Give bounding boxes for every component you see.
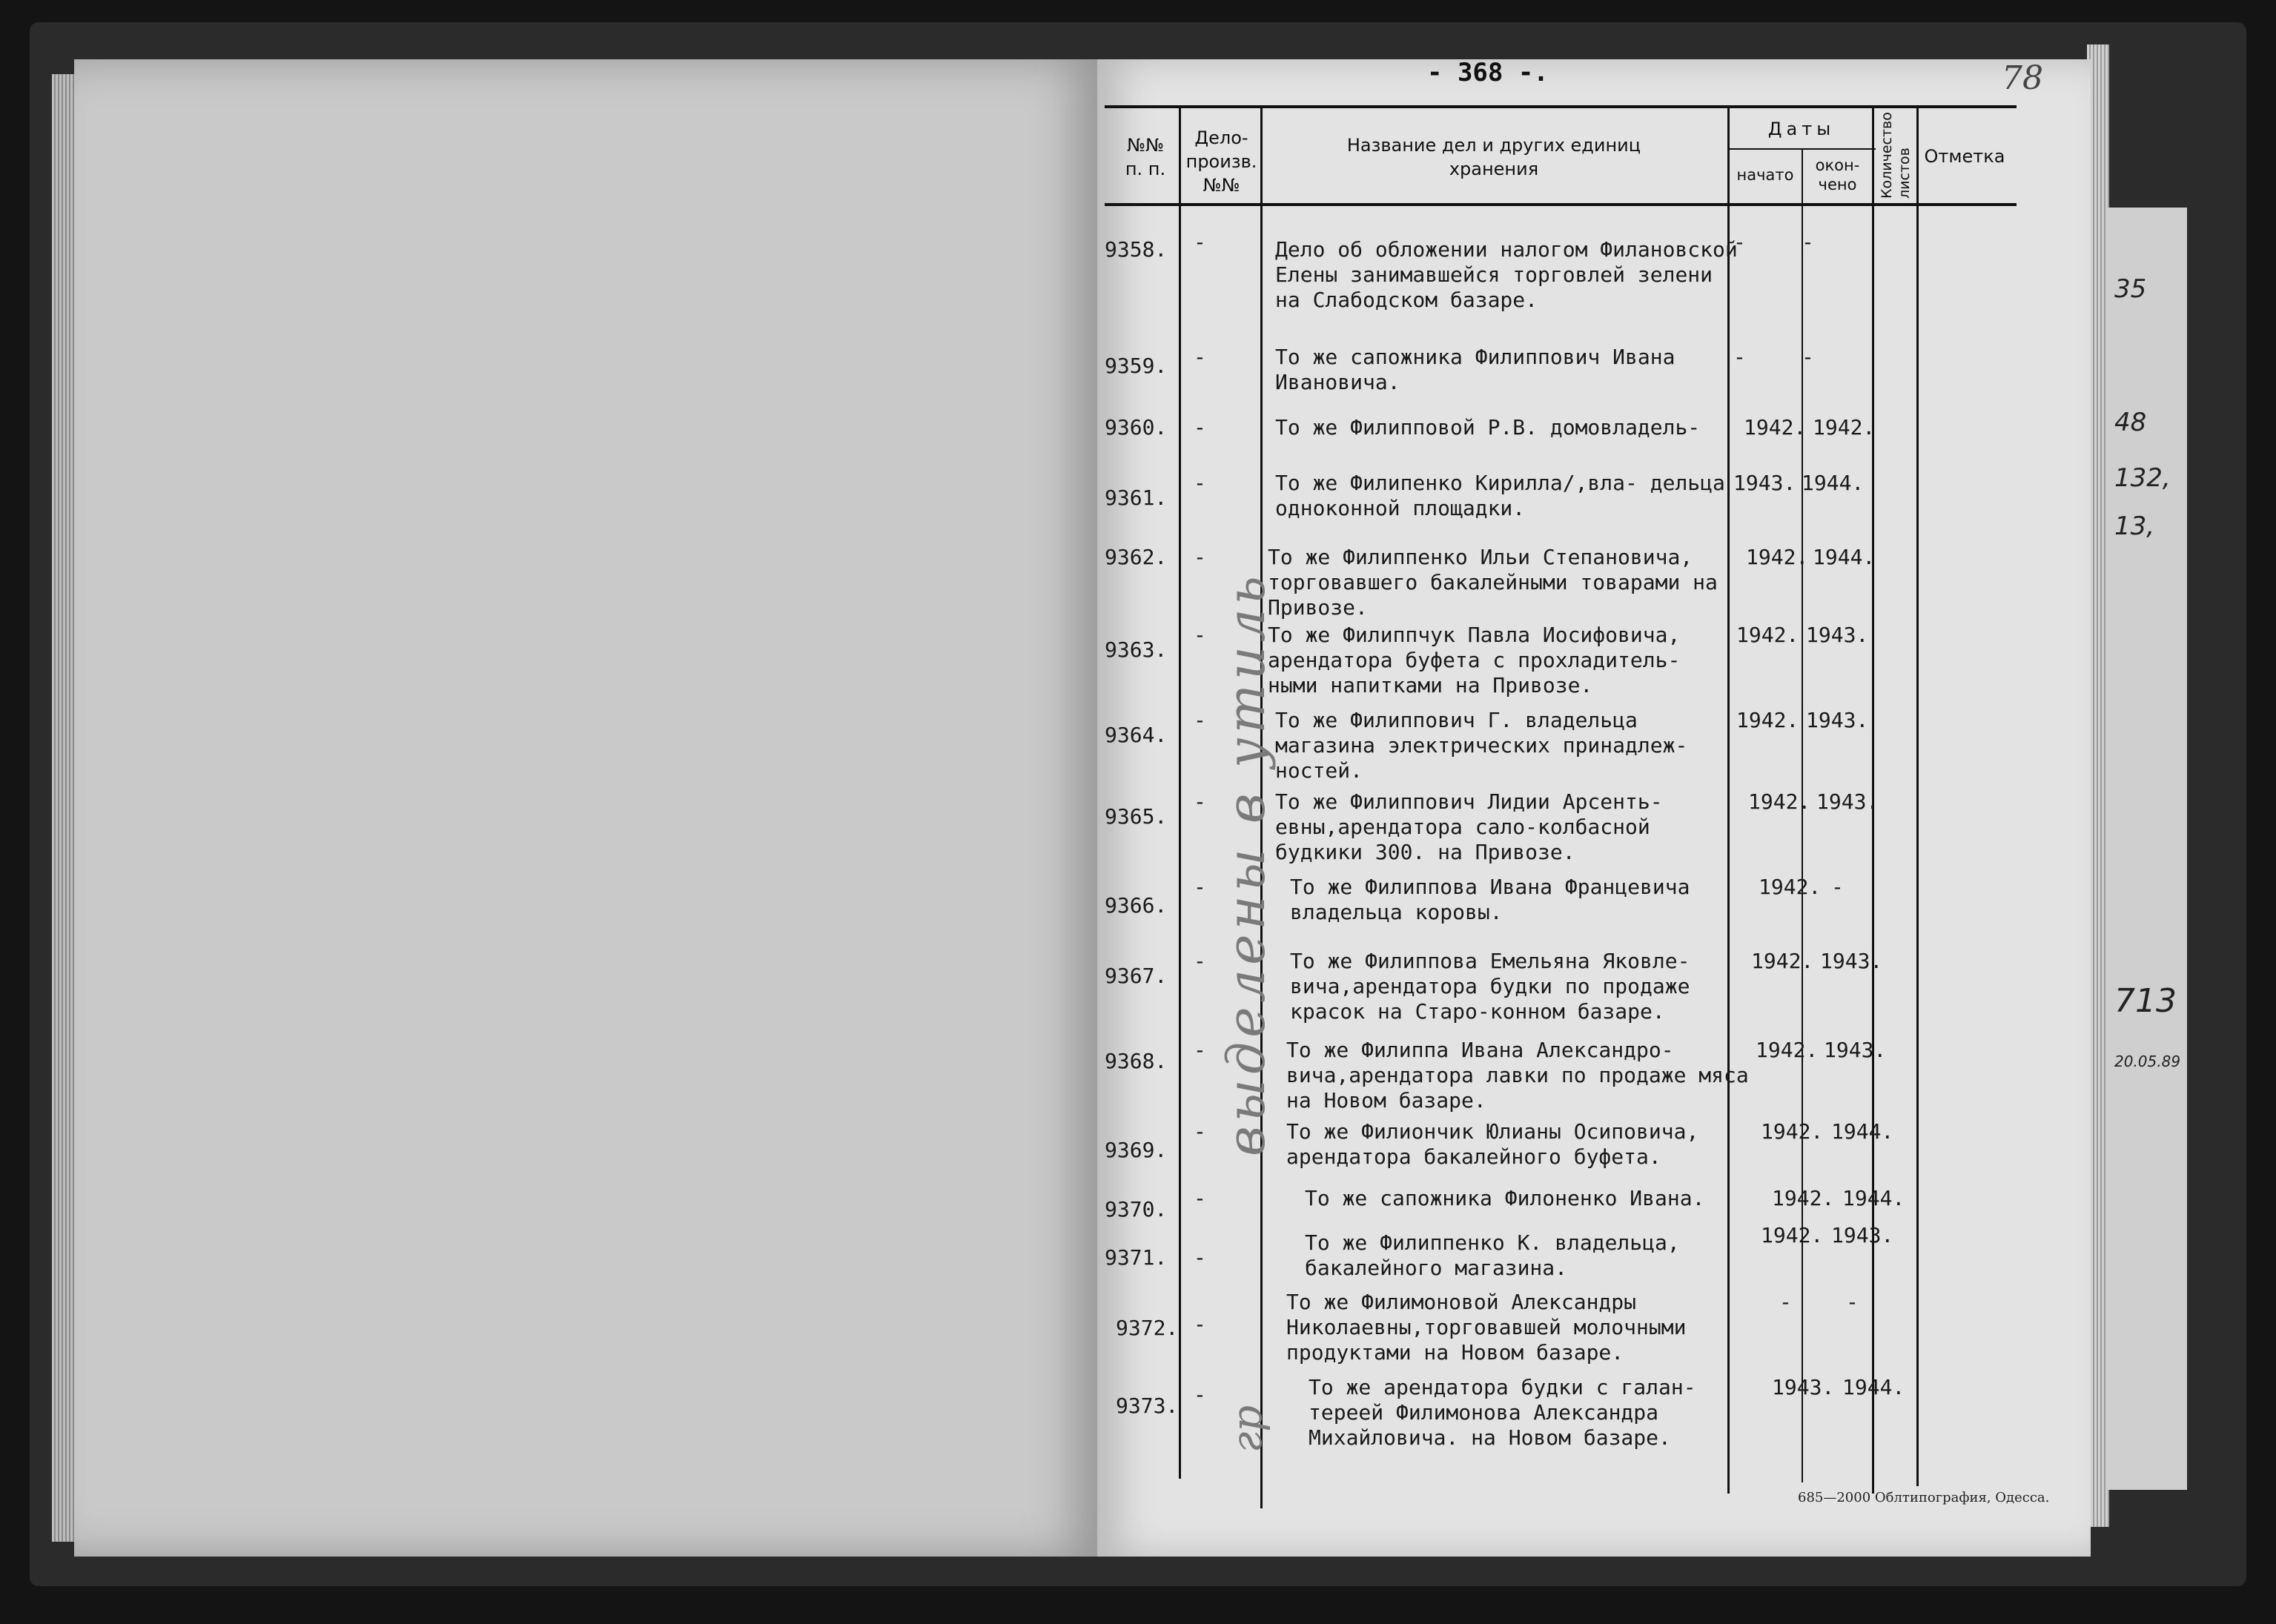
row-title: То же Филиппович Г. владельца магазина электрических принадлеж- ностей.	[1275, 708, 1688, 783]
col-line	[1179, 107, 1181, 1479]
row-number: 9358.	[1105, 237, 1168, 262]
row-title: То же Филиппова Ивана Францевича владельца коровы.	[1290, 875, 1690, 924]
row-start: 1942.	[1756, 1038, 1819, 1062]
row-title: То же Филимоновой Александры Николаевны,торговавшей молочными продуктами на Новом базаре.	[1286, 1290, 1687, 1365]
row-number: 9373.	[1116, 1393, 1179, 1418]
row-number: 9365.	[1105, 804, 1168, 829]
row-number: 9359.	[1105, 354, 1168, 378]
row-number: 9361.	[1105, 485, 1168, 510]
row-end: 1943.	[1824, 1038, 1887, 1062]
header-delo: Дело- произв. №№	[1185, 127, 1257, 196]
row-number: 9363.	[1105, 637, 1168, 662]
row-start: 1943.	[1733, 471, 1796, 495]
row-delo: -	[1194, 1186, 1206, 1210]
row-number: 9364.	[1105, 723, 1168, 747]
printer-footer: 685—2000 Облтипография, Одесса.	[1798, 1490, 2050, 1505]
row-start: -	[1733, 345, 1746, 369]
row-number: 9360.	[1105, 415, 1168, 440]
row-number: 9371.	[1105, 1245, 1168, 1270]
header-bottom-line	[1105, 203, 2017, 206]
row-end: 1944.	[1813, 545, 1876, 569]
header-num: №№ п. п.	[1125, 135, 1166, 179]
row-end: 1943.	[1806, 623, 1869, 647]
header-dates: Даты	[1767, 119, 1836, 139]
row-start: 1942.	[1748, 789, 1811, 814]
row-end: 1943.	[1806, 708, 1869, 732]
page-number: - 368 -.	[1427, 58, 1549, 87]
row-number: 9372.	[1116, 1316, 1179, 1340]
row-end: -	[1846, 1290, 1859, 1314]
col-line	[1916, 107, 1919, 1486]
row-start: 1942.	[1759, 875, 1822, 899]
row-start: 1942.	[1772, 1186, 1835, 1210]
row-start: -	[1779, 1290, 1792, 1314]
table-top-line	[1105, 105, 2017, 108]
row-number: 9370.	[1105, 1197, 1168, 1222]
protruding-sheet	[2105, 208, 2187, 1490]
row-delo: -	[1194, 789, 1206, 814]
row-number: 9368.	[1105, 1049, 1168, 1073]
row-title: То же Филиппчук Павла Иосифовича, арендатора буфета с прохладитель- ными напитками на Привозе.	[1268, 623, 1681, 697]
margin-note: 35	[2114, 274, 2147, 304]
row-start: -	[1733, 230, 1746, 254]
row-delo: -	[1194, 1245, 1206, 1270]
handwritten-initials: гр	[1223, 1405, 1271, 1453]
row-title: То же сапожника Филиппович Ивана Ивановича.	[1275, 345, 1675, 394]
margin-note: 713	[2114, 982, 2177, 1020]
row-title: То же Филипповой Р.В. домовладель-	[1275, 415, 1701, 440]
row-end: -	[1802, 345, 1814, 369]
row-end: 1944.	[1802, 471, 1865, 495]
row-number: 9367.	[1105, 964, 1168, 988]
row-delo: -	[1194, 415, 1206, 440]
margin-note: 13,	[2114, 511, 2155, 541]
row-title: То же Филиппа Ивана Александро- вича,арендатора лавки по продаже мяса на Новом базаре.	[1286, 1038, 1749, 1113]
row-end: 1944.	[1842, 1186, 1905, 1210]
row-delo: -	[1194, 345, 1206, 369]
row-start: 1943.	[1772, 1375, 1835, 1399]
row-delo: -	[1194, 471, 1206, 495]
margin-note: 132,	[2114, 463, 2171, 493]
row-title: То же Филиппенко К. владельца, бакалейного магазина.	[1305, 1230, 1680, 1280]
row-end: 1943.	[1831, 1223, 1894, 1247]
row-start: 1942.	[1736, 623, 1799, 647]
header-end: окон- чено	[1815, 156, 1860, 193]
row-number: 9362.	[1105, 545, 1168, 569]
row-end: -	[1831, 875, 1844, 899]
row-delo: -	[1194, 1382, 1206, 1407]
row-title: То же Филиппович Лидии Арсенть- евны,арендатора сало-колбасной будкики 300. на Привозе.	[1275, 789, 1663, 864]
header-note: Отметка	[1924, 146, 2005, 167]
row-end: 1943.	[1820, 949, 1883, 973]
corner-mark: 78	[2002, 59, 2043, 97]
row-number: 9369.	[1105, 1138, 1168, 1162]
row-start: 1942.	[1744, 415, 1807, 440]
row-number: 9366.	[1105, 893, 1168, 918]
row-delo: -	[1194, 230, 1206, 254]
row-title: То же Филиппенко Ильи Степановича, торговавшего бакалейными товарами на Привозе.	[1268, 545, 1718, 620]
header-sheets: Количество листов	[1879, 112, 1913, 199]
row-delo: -	[1194, 708, 1206, 732]
row-delo: -	[1194, 545, 1206, 569]
row-start: 1942.	[1751, 949, 1814, 973]
row-delo: -	[1194, 1119, 1206, 1144]
row-title: То же Филиппова Емельяна Яковле- вича,арендатора будки по продаже красок на Старо-конном базаре.	[1290, 949, 1690, 1024]
margin-note: 20.05.89	[2114, 1053, 2181, 1070]
row-delo: -	[1194, 1038, 1206, 1062]
header-start: начато	[1736, 166, 1794, 184]
row-title: То же арендатора будки с галан- тереей Филимонова Александра Михайловича. на Новом базаре.	[1309, 1375, 1696, 1450]
row-start: 1942.	[1736, 708, 1799, 732]
row-title: То же сапожника Филоненко Ивана.	[1305, 1186, 1705, 1210]
row-delo: -	[1194, 1312, 1206, 1336]
row-title: Дело об обложении налогом Филановской Елены занимавшейся торговлей зелени на Слабодском базаре.	[1275, 237, 1738, 312]
row-title: То же Филипенко Кирилла/,вла- дельца одноконной площадки.	[1275, 471, 1725, 520]
row-delo: -	[1194, 949, 1206, 973]
row-end: 1943.	[1816, 789, 1879, 814]
row-end: 1942.	[1813, 415, 1876, 440]
row-end: -	[1802, 230, 1814, 254]
row-start: 1942.	[1761, 1119, 1824, 1144]
row-end: 1944.	[1831, 1119, 1894, 1144]
row-end: 1944.	[1842, 1375, 1905, 1399]
row-delo: -	[1194, 875, 1206, 899]
row-start: 1942.	[1761, 1223, 1824, 1247]
header-title: Название дел и других единиц хранения	[1346, 135, 1641, 179]
row-title: То же Филиончик Юлианы Осиповича, арендатора бакалейного буфета.	[1286, 1119, 1699, 1169]
row-delo: -	[1194, 623, 1206, 647]
handwritten-note: выделены в утиль	[1216, 571, 1277, 1156]
margin-note: 48	[2114, 408, 2147, 437]
left-page-blank	[74, 59, 1105, 1557]
row-start: 1942.	[1746, 545, 1809, 569]
